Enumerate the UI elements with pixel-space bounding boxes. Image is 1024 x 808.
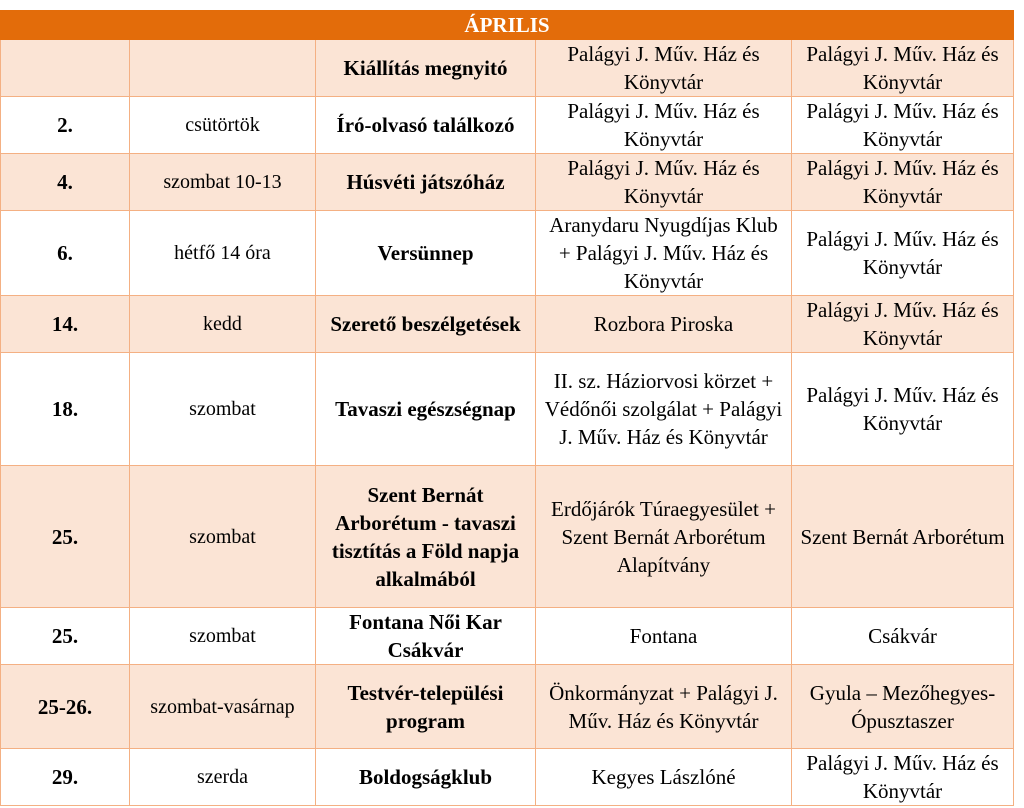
event-title: Testvér-települési program bbox=[316, 665, 536, 749]
event-organizer: Aranydaru Nyugdíjas Klub + Palágyi J. Műv. Ház és Könyvtár bbox=[536, 211, 792, 296]
table-row bbox=[1, 353, 1014, 466]
event-title: Szent Bernát Arborétum - tavaszi tisztítás a Föld napja alkalmából bbox=[316, 466, 536, 608]
event-day: szombat bbox=[130, 353, 316, 466]
event-date bbox=[1, 40, 130, 97]
event-date: 25. bbox=[1, 466, 130, 608]
event-venue: Palágyi J. Műv. Ház és Könyvtár bbox=[792, 154, 1014, 211]
event-title: Író-olvasó találkozó bbox=[316, 97, 536, 154]
events-table bbox=[0, 10, 1014, 806]
event-day: szombat-vasárnap bbox=[130, 665, 316, 749]
event-organizer: Erdőjárók Túraegyesület + Szent Bernát Arborétum Alapítvány bbox=[536, 466, 792, 608]
event-title: Fontana Női Kar Csákvár bbox=[316, 608, 536, 665]
event-organizer: Palágyi J. Műv. Ház és Könyvtár bbox=[536, 154, 792, 211]
table-row bbox=[1, 665, 1014, 749]
event-venue: Szent Bernát Arborétum bbox=[792, 466, 1014, 608]
event-organizer: Rozbora Piroska bbox=[536, 296, 792, 353]
event-day: csütörtök bbox=[130, 97, 316, 154]
event-venue: Gyula – Mezőhegyes-Ópusztaszer bbox=[792, 665, 1014, 749]
event-date: 14. bbox=[1, 296, 130, 353]
event-organizer: Kegyes Lászlóné bbox=[536, 749, 792, 806]
table-row bbox=[1, 466, 1014, 608]
event-day: hétfő 14 óra bbox=[130, 211, 316, 296]
event-organizer: Fontana bbox=[536, 608, 792, 665]
event-venue: Palágyi J. Műv. Ház és Könyvtár bbox=[792, 353, 1014, 466]
table-row bbox=[1, 97, 1014, 154]
event-title: Kiállítás megnyitó bbox=[316, 40, 536, 97]
event-venue: Palágyi J. Műv. Ház és Könyvtár bbox=[792, 296, 1014, 353]
event-day: szerda bbox=[130, 749, 316, 806]
event-organizer: II. sz. Háziorvosi körzet + Védőnői szolgálat + Palágyi J. Műv. Ház és Könyvtár bbox=[536, 353, 792, 466]
event-calendar bbox=[0, 10, 1013, 806]
event-title: Szerető beszélgetések bbox=[316, 296, 536, 353]
event-date: 25-26. bbox=[1, 665, 130, 749]
event-date: 2. bbox=[1, 97, 130, 154]
table-row bbox=[1, 608, 1014, 665]
event-venue: Palágyi J. Műv. Ház és Könyvtár bbox=[792, 211, 1014, 296]
table-row bbox=[1, 40, 1014, 97]
event-day: kedd bbox=[130, 296, 316, 353]
event-organizer: Palágyi J. Műv. Ház és Könyvtár bbox=[536, 97, 792, 154]
month-title: ÁPRILIS bbox=[1, 11, 1014, 40]
table-row bbox=[1, 211, 1014, 296]
event-date: 18. bbox=[1, 353, 130, 466]
event-organizer: Önkormányzat + Palágyi J. Műv. Ház és Könyvtár bbox=[536, 665, 792, 749]
table-row bbox=[1, 154, 1014, 211]
event-date: 4. bbox=[1, 154, 130, 211]
event-venue: Palágyi J. Műv. Ház és Könyvtár bbox=[792, 40, 1014, 97]
event-title: Tavaszi egészségnap bbox=[316, 353, 536, 466]
event-venue: Palágyi J. Műv. Ház és Könyvtár bbox=[792, 97, 1014, 154]
event-venue: Palágyi J. Műv. Ház és Könyvtár bbox=[792, 749, 1014, 806]
event-date: 25. bbox=[1, 608, 130, 665]
month-header-row bbox=[1, 11, 1014, 40]
table-row bbox=[1, 296, 1014, 353]
event-day bbox=[130, 40, 316, 97]
event-day: szombat 10-13 bbox=[130, 154, 316, 211]
event-day: szombat bbox=[130, 608, 316, 665]
table-row bbox=[1, 749, 1014, 806]
event-date: 29. bbox=[1, 749, 130, 806]
event-venue: Csákvár bbox=[792, 608, 1014, 665]
event-title: Versünnep bbox=[316, 211, 536, 296]
event-title: Húsvéti játszóház bbox=[316, 154, 536, 211]
event-date: 6. bbox=[1, 211, 130, 296]
event-title: Boldogságklub bbox=[316, 749, 536, 806]
event-day: szombat bbox=[130, 466, 316, 608]
event-organizer: Palágyi J. Műv. Ház és Könyvtár bbox=[536, 40, 792, 97]
